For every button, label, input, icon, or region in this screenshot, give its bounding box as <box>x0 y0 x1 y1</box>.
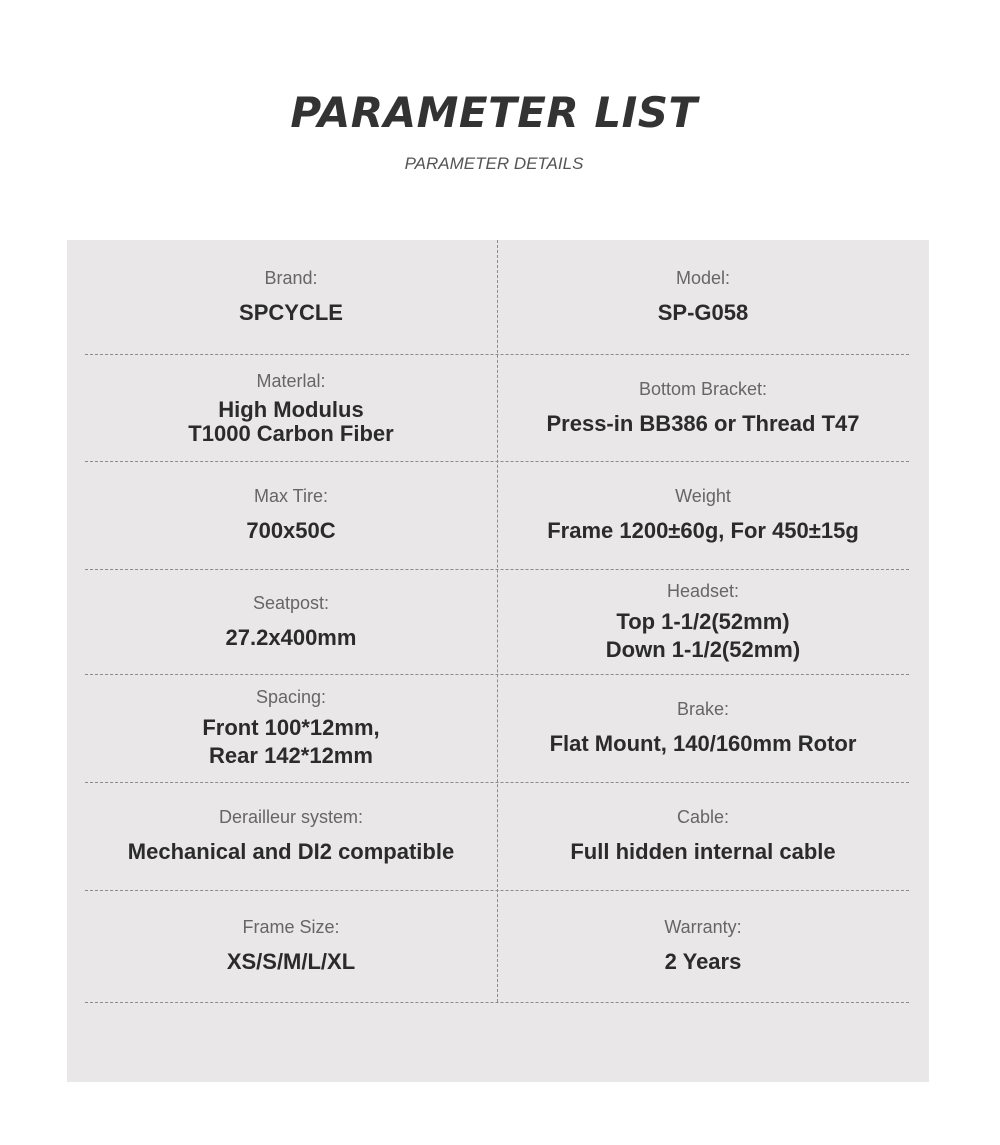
param-cell <box>497 890 909 1002</box>
param-value-line: Press-in BB386 or Thread T47 <box>546 410 860 436</box>
param-cell <box>497 782 909 890</box>
param-value <box>606 608 800 664</box>
param-label: Brand: <box>264 268 318 288</box>
param-value-line: Flat Mount, 140/160mm Rotor <box>549 731 857 756</box>
param-value-line: Top 1-1/2(52mm) <box>616 608 790 634</box>
param-value <box>202 714 379 770</box>
table-row <box>85 461 909 570</box>
param-value <box>658 299 749 327</box>
param-value-line: Frame 1200±60g, For 450±15g <box>547 518 859 543</box>
param-cell <box>497 354 909 461</box>
table-row <box>85 240 909 355</box>
param-label: Headset: <box>666 580 740 601</box>
param-cell <box>85 354 497 461</box>
param-value <box>188 398 393 446</box>
param-value-line: Rear 142*12mm <box>209 743 373 768</box>
param-cell <box>497 240 909 354</box>
param-value-line: SP-G058 <box>657 300 749 325</box>
param-cell <box>497 674 909 782</box>
param-value-line: 2 Years <box>664 949 742 974</box>
param-label: Brake: <box>676 699 730 719</box>
param-cell <box>85 674 497 782</box>
param-value <box>570 838 835 866</box>
param-value <box>546 410 859 438</box>
param-label: Derailleur system: <box>218 807 364 827</box>
param-label: Frame Size: <box>242 917 340 937</box>
param-value <box>550 730 857 758</box>
param-value <box>128 838 454 866</box>
param-cell <box>85 461 497 569</box>
param-cell <box>497 569 909 674</box>
table-row <box>85 354 909 462</box>
param-cell <box>85 782 497 890</box>
param-value-line: Full hidden internal cable <box>570 839 836 864</box>
param-value-line: Mechanical and DI2 compatible <box>127 839 455 864</box>
param-value-line: XS/S/M/L/XL <box>226 949 356 974</box>
param-label: Bottom Bracket: <box>638 378 768 399</box>
param-value <box>246 517 335 545</box>
param-value-line: Front 100*12mm, <box>202 715 380 740</box>
param-value-line: SPCYCLE <box>239 300 343 325</box>
table-row <box>85 782 909 891</box>
param-label: Materlal: <box>256 370 326 391</box>
param-value-line: T1000 Carbon Fiber <box>188 420 394 446</box>
param-label: Seatpost: <box>252 592 330 613</box>
param-value-line: Down 1-1/2(52mm) <box>605 636 801 662</box>
parameter-table <box>67 240 929 1082</box>
param-value-line: 700x50C <box>246 518 336 543</box>
param-value <box>547 517 859 545</box>
param-label: Model: <box>675 268 731 288</box>
param-cell <box>85 890 497 1002</box>
param-value <box>227 948 355 976</box>
param-cell <box>85 569 497 674</box>
table-row <box>85 674 909 783</box>
table-row <box>85 890 909 1003</box>
param-label: Warranty: <box>664 917 742 937</box>
param-cell <box>497 461 909 569</box>
param-label: Spacing: <box>255 687 327 707</box>
page-title: PARAMETER LIST <box>290 88 698 137</box>
param-label: Max Tire: <box>253 486 328 506</box>
page-subtitle: PARAMETER DETAILS <box>404 154 584 173</box>
param-value <box>239 299 343 327</box>
param-label: Cable: <box>676 807 730 827</box>
param-value-line: High Modulus <box>218 396 364 422</box>
param-cell <box>85 240 497 354</box>
param-label: Weight <box>675 486 731 506</box>
param-value <box>665 948 742 976</box>
param-value <box>226 624 357 652</box>
table-row <box>85 569 909 675</box>
param-value-line: 27.2x400mm <box>225 624 357 650</box>
